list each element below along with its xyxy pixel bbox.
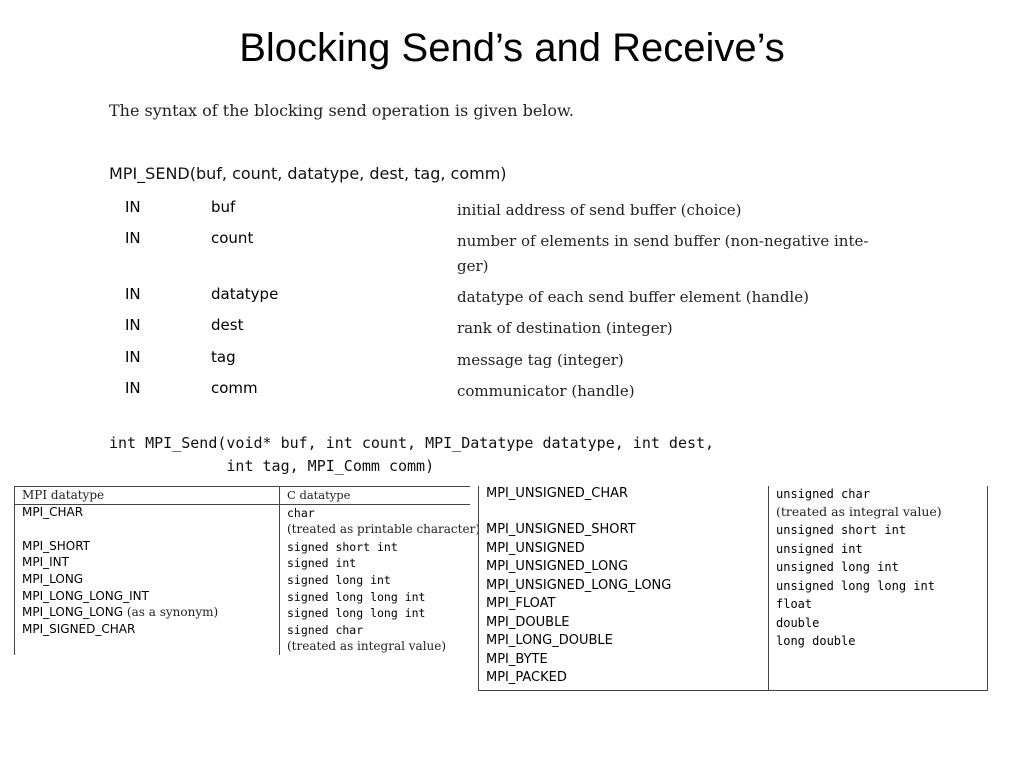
c-type-cell: signed int [287, 556, 357, 570]
c-type-cell: unsigned short int [776, 523, 907, 537]
table-border [478, 486, 479, 691]
c-type-note: (treated as integral value) [776, 504, 942, 519]
param-row [0, 348, 1024, 374]
c-type-cell: long double [776, 634, 856, 648]
param-row [0, 285, 1024, 311]
param-description: message tag (integer) [457, 351, 624, 369]
mpi-type-cell: MPI_LONG_DOUBLE [486, 633, 613, 648]
param-direction: IN [125, 316, 141, 334]
c-type-cell: double [776, 616, 820, 630]
c-type-cell: float [776, 597, 813, 611]
mpi-type-cell: MPI_FLOAT [486, 596, 556, 611]
mpi-type-cell: MPI_SIGNED_CHAR [22, 622, 136, 636]
mpi-type-cell: MPI_LONG_LONG_INT [22, 589, 149, 603]
mpi-type-cell: MPI_CHAR [22, 505, 84, 519]
slide-title: Blocking Send’s and Receive’s [239, 26, 785, 70]
mpi-type-cell: MPI_BYTE [486, 652, 548, 667]
c-prototype-line-1: int MPI_Send(void* buf, int count, MPI_Datatype datatype, int dest, [109, 434, 715, 452]
param-name: buf [211, 198, 236, 216]
mpi-type-cell: MPI_UNSIGNED_CHAR [486, 486, 629, 501]
mpi-type-cell [22, 605, 218, 619]
param-name: datatype [211, 285, 279, 303]
param-row [0, 316, 1024, 342]
c-type-note: (treated as printable character) [287, 522, 480, 536]
c-type-cell: unsigned long long int [776, 579, 935, 593]
param-name: count [211, 229, 254, 247]
param-description: datatype of each send buffer element (handle) [457, 288, 809, 306]
param-description-line: number of elements in send buffer (non-negative inte- [457, 232, 869, 250]
c-type-cell: signed short int [287, 540, 398, 554]
table-border [987, 486, 988, 691]
param-name: dest [211, 316, 244, 334]
mpi-type-cell: MPI_UNSIGNED_LONG [486, 559, 629, 574]
c-type-cell: signed char [287, 623, 364, 637]
param-name: comm [211, 379, 258, 397]
table-border [14, 486, 15, 655]
mpi-type-name: MPI_LONG_LONG [22, 605, 124, 619]
c-type-cell: char [287, 506, 315, 520]
column-divider [768, 486, 769, 691]
param-direction: IN [125, 198, 141, 216]
param-description-line: ger) [457, 257, 489, 275]
c-type-cell: signed long long int [287, 590, 426, 604]
param-direction: IN [125, 348, 141, 366]
param-description: communicator (handle) [457, 382, 635, 400]
intro-text: The syntax of the blocking send operation is given below. [109, 101, 574, 120]
mpi-type-cell: MPI_INT [22, 555, 69, 569]
function-signature: MPI_SEND(buf, count, datatype, dest, tag, comm) [109, 164, 507, 183]
c-type-cell: unsigned int [776, 542, 863, 556]
mpi-type-cell: MPI_UNSIGNED [486, 541, 585, 556]
datatype-table-right [478, 486, 988, 691]
param-direction: IN [125, 285, 141, 303]
mpi-type-cell: MPI_PACKED [486, 670, 567, 685]
c-type-cell: signed long long int [287, 606, 426, 620]
param-direction: IN [125, 379, 141, 397]
column-divider [279, 486, 280, 655]
param-row [0, 229, 1024, 275]
param-row [0, 379, 1024, 405]
datatype-table-left [14, 486, 480, 655]
table-top-rule [14, 486, 470, 487]
mpi-type-cell: MPI_SHORT [22, 539, 91, 553]
param-description: initial address of send buffer (choice) [457, 201, 742, 219]
param-row [0, 198, 1024, 224]
c-type-cell: unsigned long int [776, 560, 899, 574]
c-type-cell: signed long int [287, 573, 391, 587]
mpi-type-cell: MPI_DOUBLE [486, 615, 570, 630]
c-type-cell: unsigned char [776, 487, 870, 501]
header-c-datatype: C datatype [287, 488, 351, 502]
c-type-note: (treated as integral value) [287, 639, 447, 653]
param-description: rank of destination (integer) [457, 319, 673, 337]
mpi-type-cell: MPI_UNSIGNED_LONG_LONG [486, 578, 672, 593]
header-mpi-datatype: MPI datatype [22, 488, 105, 502]
table-bottom-rule [478, 690, 988, 691]
c-prototype-line-2: int tag, MPI_Comm comm) [109, 457, 435, 475]
mpi-type-cell: MPI_UNSIGNED_SHORT [486, 522, 636, 537]
param-name: tag [211, 348, 236, 366]
mpi-type-suffix: (as a synonym) [126, 605, 219, 619]
param-description [457, 229, 877, 279]
param-direction: IN [125, 229, 141, 247]
mpi-type-cell: MPI_LONG [22, 572, 84, 586]
